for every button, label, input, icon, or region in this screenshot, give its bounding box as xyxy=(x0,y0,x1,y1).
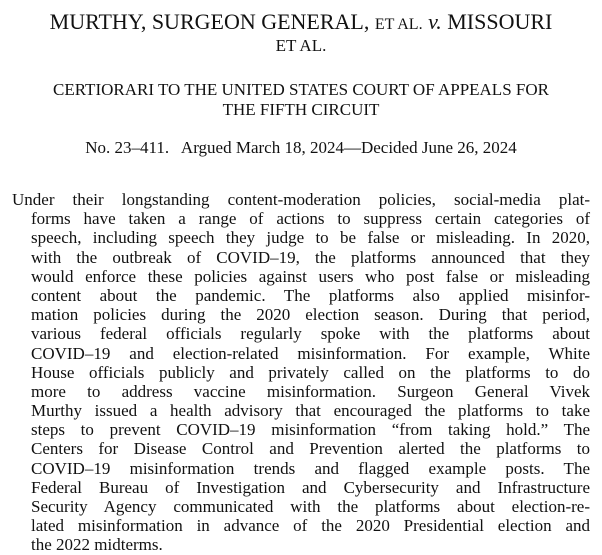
syllabus-line: House officials publicly and privately called on the platforms to do xyxy=(31,362,590,382)
syllabus-line: Murthy issued a health advisory that encouraged the platforms to take xyxy=(31,401,590,421)
syllabus-line: with the outbreak of COVID–19, the platforms announced that they xyxy=(31,247,590,267)
docket-line: No. 23–411. Argued March 18, 2024—Decided June 26, 2024 xyxy=(85,138,517,157)
respondent: MISSOURI xyxy=(447,9,553,34)
certiorari-line: CERTIORARI TO THE UNITED STATES COURT OF APPEALS FOR xyxy=(53,80,549,99)
syllabus-line: lated misinformation in advance of the 2020 Presidential election and xyxy=(31,516,590,536)
syllabus-line: COVID–19 and election-related misinformation. For example, White xyxy=(31,343,590,363)
syllabus-line: the 2022 midterms. xyxy=(31,535,163,555)
syllabus-line: COVID–19 misinformation trends and flagged example posts. The xyxy=(31,458,590,478)
syllabus-line: speech, including speech they judge to be false or misleading. In 2020, xyxy=(31,228,590,248)
syllabus-line: forms have taken a range of actions to suppress certain categories of xyxy=(31,209,590,229)
syllabus-line: Under their longstanding content-moderation policies, social-media plat- xyxy=(12,190,590,209)
syllabus-line: mation policies during the 2020 election season. During that period, xyxy=(31,305,590,325)
syllabus-line: more to address vaccine misinformation. Surgeon General Vivek xyxy=(31,381,590,401)
certiorari-line: THE FIFTH CIRCUIT xyxy=(222,100,380,119)
syllabus-line: Federal Bureau of Investigation and Cybersecurity and Infrastructure xyxy=(31,477,590,497)
syllabus-line: Security Agency communicated with the platforms about election-re- xyxy=(31,497,590,516)
certiorari-heading xyxy=(0,80,602,120)
syllabus-line: steps to prevent COVID–19 misinformation “from taking hold.” The xyxy=(31,420,590,440)
case-caption xyxy=(0,9,602,38)
syllabus-line: would enforce these policies against users who post false or misleading xyxy=(31,266,590,286)
syllabus-line: Centers for Disease Control and Prevention alerted the platforms to xyxy=(31,439,590,459)
syllabus-line: content about the pandemic. The platforms also applied misinfor- xyxy=(31,285,590,305)
syllabus-line: various federal officials regularly spoke with the platforms about xyxy=(31,324,590,344)
syllabus-paragraph xyxy=(12,190,590,555)
et-al: ET AL. xyxy=(374,16,423,33)
versus: v. xyxy=(428,9,442,34)
petitioner: MURTHY, SURGEON GENERAL, xyxy=(49,9,370,34)
caption-et-al: ET AL. xyxy=(275,36,327,55)
